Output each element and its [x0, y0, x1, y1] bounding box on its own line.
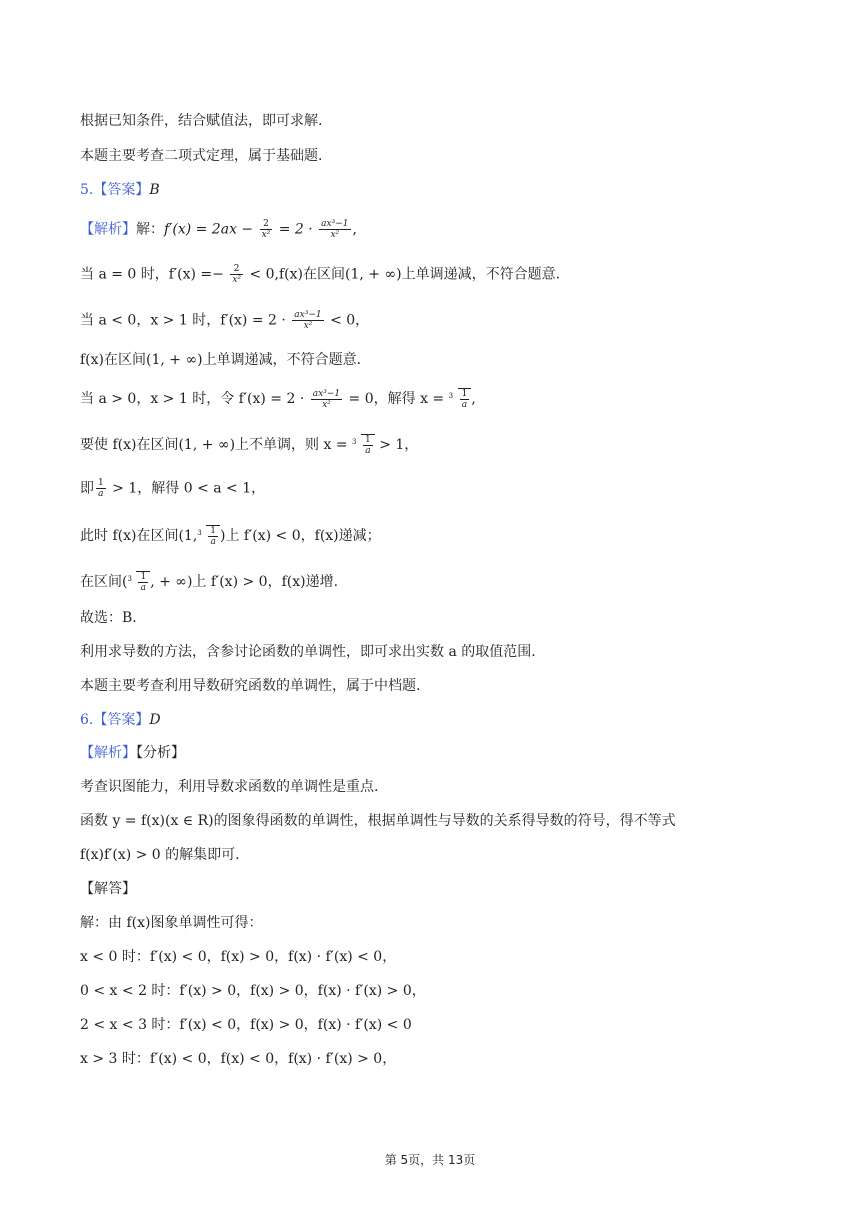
text-line: 考查识图能力，利用导数求函数的单调性是重点.: [80, 779, 379, 795]
text: < 0，: [325, 312, 370, 329]
text: , + ∞)上 f′(x) > 0，f(x)递增.: [150, 574, 339, 590]
analysis-sub-label: 【分析】: [136, 745, 185, 761]
analysis-heading-6: [80, 743, 185, 763]
text-line: 本题主要考查利用导数研究函数的单调性，属于中档题.: [80, 678, 421, 694]
answer-label: 5.【答案】: [80, 182, 150, 198]
fraction: $\frac{\text{ax³−1}}{\text{x²}}$: [294, 310, 322, 331]
text-line: x > 3 时：f′(x) < 0，f(x) < 0，f(x) · f′(x) > 0，: [80, 1051, 397, 1067]
analysis-line-1: [80, 219, 357, 240]
solution-heading: 【解答】: [80, 881, 136, 897]
text: 解：: [136, 221, 164, 238]
text: = 0，解得 x =: [344, 391, 449, 407]
text: 当 a < 0，x > 1 时，f′(x) = 2 ·: [80, 312, 291, 329]
cube-root: 3 $\frac{1}{a}$: [352, 434, 375, 456]
cube-root: 3 $\frac{1}{a}$: [127, 571, 150, 593]
analysis-label: 【解析】: [80, 745, 136, 761]
answer-heading-5: [80, 180, 160, 200]
analysis-line-3: [80, 310, 369, 331]
text: 当 a > 0，x > 1 时，令 f′(x) = 2 ·: [80, 391, 309, 407]
analysis-line-8: [80, 525, 381, 547]
answer-value: D: [149, 712, 161, 728]
text-line: x < 0 时：f′(x) < 0，f(x) > 0，f(x) · f′(x) < 0，: [80, 949, 397, 965]
text: 当 a = 0 时，f′(x) =−: [80, 266, 229, 283]
text-line: 函数 y = f(x)(x ∈ R)的图象得函数的单调性，根据单调性与导数的关系得导数的符号，得不等式: [80, 813, 676, 829]
answer-label: 6.【答案】: [80, 712, 150, 728]
math-text: f′(x) = 2ax −: [164, 221, 258, 238]
math-text: = 2 ·: [274, 221, 318, 238]
page-footer: 第 5页，共 13页: [384, 1153, 476, 1167]
text-line: 0 < x < 2 时：f′(x) > 0，f(x) > 0，f(x) · f′(x) > 0，: [80, 983, 426, 999]
text-line: 根据已知条件，结合赋值法，即可求解.: [80, 113, 323, 129]
analysis-line-2: [80, 264, 560, 285]
text-line: 解：由 f(x)图象单调性可得：: [80, 915, 263, 931]
answer-value: B: [149, 182, 160, 198]
fraction: $\frac{\text{ax³−1}}{\text{x²}}$: [312, 388, 341, 410]
fraction: $\frac{2}{\text{x²}}$: [232, 264, 242, 285]
text-line: f(x)f′(x) > 0 的解集即可.: [80, 847, 240, 863]
analysis-line-4: f(x)在区间(1, + ∞)上单调递减，不符合题意.: [80, 352, 362, 368]
fraction: $\frac{\text{ax³−1}}{\text{x²}}$: [321, 219, 349, 240]
analysis-line-6: [80, 434, 418, 456]
text-line: 故选：B.: [80, 610, 137, 626]
answer-heading-6: [80, 710, 161, 730]
text: ,: [471, 391, 476, 407]
cube-root: 3 $\frac{1}{a}$: [197, 525, 220, 547]
text: 在区间(: [80, 574, 128, 590]
analysis-line-9: [80, 571, 338, 593]
text-line: 利用求导数的方法，含参讨论函数的单调性，即可求出实数 a 的取值范围.: [80, 644, 536, 660]
analysis-line-7: [80, 478, 265, 499]
text-line: 本题主要考查二项式定理，属于基础题.: [80, 148, 323, 164]
text-line: 2 < x < 3 时：f′(x) < 0，f(x) > 0，f(x) · f′(x) < 0: [80, 1017, 412, 1033]
fraction: $\frac{1}{a}$: [98, 478, 104, 499]
text: > 1，解得 0 < a < 1，: [107, 480, 266, 497]
text: 要使 f(x)在区间(1, + ∞)上不单调，则 x =: [80, 437, 353, 453]
text: 即: [80, 480, 94, 497]
text: < 0,f(x)在区间(1, + ∞)上单调递减，不符合题意.: [245, 266, 561, 283]
cube-root: 3 $\frac{1}{a}$: [449, 388, 472, 410]
analysis-line-5: [80, 388, 476, 410]
text: > 1，: [374, 437, 419, 453]
analysis-label: 【解析】: [80, 221, 136, 238]
text: ,: [352, 221, 357, 238]
fraction: $\frac{2}{\text{x²}}$: [261, 219, 271, 240]
text: 此时 f(x)在区间(1,: [80, 528, 198, 544]
text: )上 f′(x) < 0，f(x)递减；: [220, 528, 381, 544]
